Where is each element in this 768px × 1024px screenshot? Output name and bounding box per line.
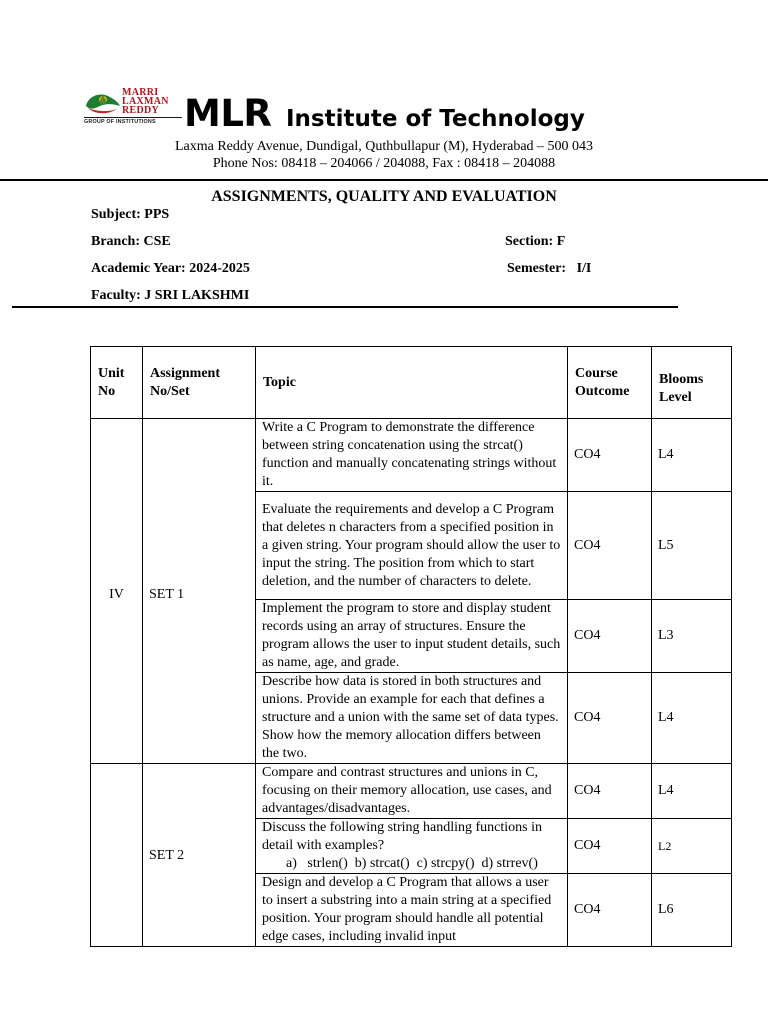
topic-function-list: a) strlen() b) strcat() c) strcpy() d) strrev() [286, 856, 538, 871]
header-unit-line2: No [98, 383, 116, 399]
set2-cell: SET 2 [143, 764, 256, 947]
blooms-level-cell: L3 [652, 600, 732, 673]
course-outcome-cell: CO4 [568, 419, 652, 492]
logo-word-1: MARRI [122, 87, 159, 98]
course-outcome-cell: CO4 [568, 492, 652, 600]
course-outcome-cell: CO4 [568, 764, 652, 819]
header-course-outcome [568, 347, 652, 419]
table-row [91, 764, 732, 819]
document-heading: ASSIGNMENTS, QUALITY AND EVALUATION [211, 188, 557, 205]
header-assign-line1: Assignment [150, 365, 221, 381]
faculty-label: Faculty: J SRI LAKSHMI [91, 288, 250, 303]
course-outcome-cell: CO4 [568, 673, 652, 764]
logo-word-3: REDDY [122, 105, 160, 116]
logo-word-2: LAXMAN [122, 96, 169, 107]
header-divider [0, 179, 768, 181]
institute-title-mlr: MLR [184, 92, 272, 135]
assignments-table [90, 346, 732, 947]
topic-cell [256, 819, 568, 874]
meta-divider [12, 306, 678, 308]
header-assignment-set [143, 347, 256, 419]
header-topic: Topic [256, 347, 568, 419]
blooms-level-cell: L5 [652, 492, 732, 600]
topic-cell: Write a C Program to demonstrate the difference between string concatenation using the strcat() function and manually concatenating strings without it. [256, 419, 568, 492]
topic-cell: Design and develop a C Program that allows a user to insert a substring into a main string at a specified position. Your program should handle all potential edge cases, including invalid input [256, 874, 568, 947]
header-bl-line1: Blooms [659, 371, 704, 387]
header-blooms-level [652, 347, 732, 419]
course-outcome-cell: CO4 [568, 819, 652, 874]
institution-logo [84, 88, 184, 128]
header-unit-no [91, 347, 143, 419]
course-outcome-cell: CO4 [568, 874, 652, 947]
unit-cell: IV [91, 419, 143, 764]
section-label: Section: F [505, 234, 566, 249]
blooms-level-cell: L4 [652, 764, 732, 819]
blooms-level-cell: L4 [652, 419, 732, 492]
header-assign-line2: No/Set [150, 383, 190, 399]
header-co-line2: Outcome [575, 383, 630, 399]
header-bl-line2: Level [659, 389, 692, 405]
institute-phones: Phone Nos: 08418 – 204066 / 204088, Fax : 08418 – 204088 [212, 156, 556, 171]
blooms-level-cell: L6 [652, 874, 732, 947]
subject-label: Subject: PPS [91, 207, 170, 222]
logo-wordmark [122, 88, 182, 115]
table-header-row [91, 347, 732, 419]
branch-label: Branch: CSE [91, 234, 171, 249]
academic-year-label: Academic Year: 2024-2025 [91, 261, 250, 276]
institute-address: Laxma Reddy Avenue, Dundigal, Quthbullapur (M), Hyderabad – 500 043 [174, 139, 594, 154]
topic-text: Discuss the following string handling functions in detail with examples? [262, 820, 542, 853]
semester-label: Semester: I/I [507, 261, 592, 276]
table-row [91, 419, 732, 492]
blooms-level-cell: L4 [652, 673, 732, 764]
institute-title-rest: Institute of Technology [286, 106, 585, 132]
header-unit-line1: Unit [98, 365, 125, 381]
topic-cell: Describe how data is stored in both structures and unions. Provide an example for each that defines a structure and a union with the same set of data types. Show how the memory allocation differs between the two. [256, 673, 568, 764]
topic-cell: Implement the program to store and display student records using an array of structures. Ensure the program allows the user to input student details, such as name, age, and grade. [256, 600, 568, 673]
header-co-line1: Course [575, 365, 618, 381]
logo-group-text: GROUP OF INSTITUTIONS [84, 117, 182, 125]
course-outcome-cell: CO4 [568, 600, 652, 673]
topic-cell: Compare and contrast structures and unions in C, focusing on their memory allocation, use cases, and advantages/disadvantages. [256, 764, 568, 819]
logo-emblem-icon [84, 90, 122, 118]
topic-cell: Evaluate the requirements and develop a C Program that deletes n characters from a specified position in a given string. Your program should allow the user to input the string. The position from which to start deletion, and the number of characters to delete. [256, 492, 568, 600]
unit-cell-empty [91, 764, 143, 947]
blooms-level-cell: L2 [652, 819, 732, 874]
set1-cell: SET 1 [143, 419, 256, 764]
